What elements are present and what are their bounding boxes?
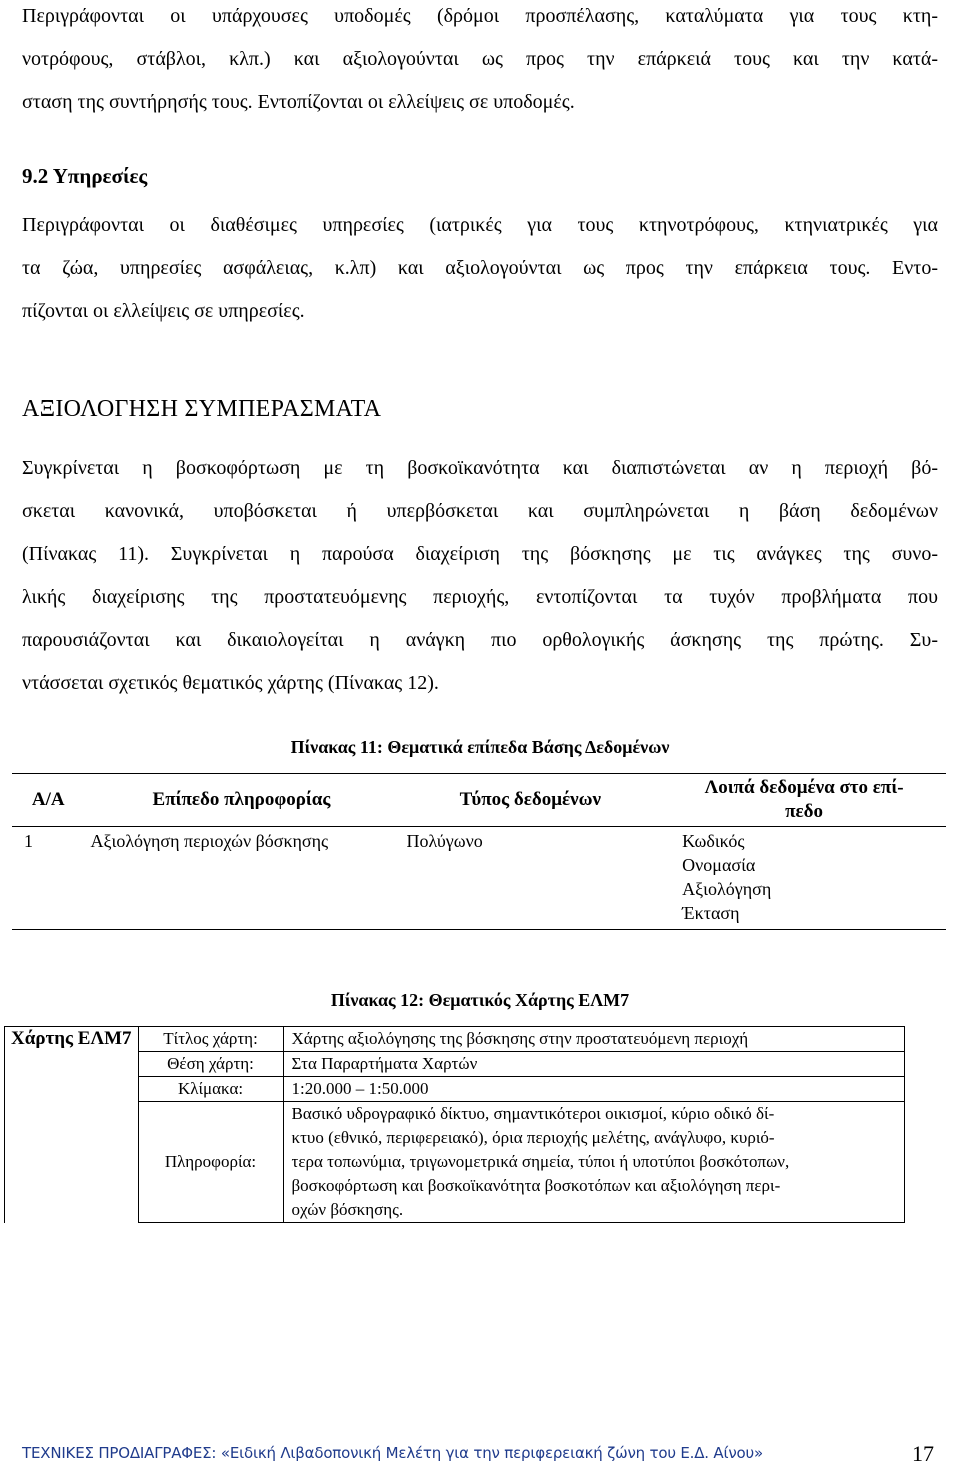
list-item: Αξιολόγηση (682, 879, 772, 899)
services-paragraph (22, 204, 938, 333)
map-label: Χάρτης ΕΛΜ7 (5, 1027, 139, 1223)
table-row (5, 1102, 905, 1223)
text-line: σταση της συντήρησής τους. Εντοπίζονται οι ελλείψεις σε υποδομές. (22, 91, 575, 113)
text-line: παρουσιάζονται και δικαιολογείται η ανάγκη πιο ορθολογικής άσκησης της πρώτης. Συ- (22, 629, 938, 651)
conclusions-heading: ΑΞΙΟΛΟΓΗΣΗ ΣΥΜΠΕΡΑΣΜΑΤΑ (22, 396, 382, 422)
text-line: τα ζώα, υπηρεσίες ασφάλειας, κ.λπ) και αξιολογούνται ως προς την επάρκεια τους. Εντο- (22, 257, 938, 279)
text-line: βοσκοφόρτωση και βοσκοϊκανότητα βοσκοτόπων και αξιολόγηση περι- (291, 1176, 781, 1195)
column-header: Επίπεδο πληροφορίας (84, 774, 398, 827)
page-number: 17 (912, 1441, 934, 1466)
column-header: Τύπος δεδομένων (398, 774, 662, 827)
row-label: Κλίμακα: (138, 1077, 283, 1102)
column-header-line: Λοιπά δεδομένα στο επί- (704, 777, 904, 798)
row-label: Πληροφορία: (138, 1102, 283, 1223)
table11 (12, 773, 946, 930)
table-cell: Αξιολόγηση περιοχών βόσκησης (84, 827, 398, 930)
row-value: 1:20.000 – 1:50.000 (283, 1077, 904, 1102)
table-row (5, 1077, 905, 1102)
table-cell (662, 827, 946, 930)
table-row (5, 1052, 905, 1077)
conclusions-paragraph (22, 447, 938, 705)
text-line: ντάσσεται σχετικός θεματικός χάρτης (Πίνακας 12). (22, 672, 439, 694)
text-line: λικής διαχείρισης της προστατευόμενης περιοχής, εντοπίζονται τα τυχόν προβλήματα που (22, 586, 938, 608)
row-label: Θέση χάρτη: (138, 1052, 283, 1077)
list-item: Ονομασία (682, 855, 756, 875)
text-line: κτυο (εθνικό, περιφερειακό), όρια περιοχής μελέτης, ανάγλυφο, κυριό- (291, 1128, 775, 1147)
row-value: Χάρτης αξιολόγησης της βόσκησης στην προστατευόμενη περιοχή (283, 1027, 904, 1052)
text-line: νοτρόφους, στάβλοι, κλπ.) και αξιολογούνται ως προς την επάρκειά τους και την κατά- (22, 48, 938, 70)
column-header (662, 774, 946, 827)
row-value: Στα Παραρτήματα Χαρτών (283, 1052, 904, 1077)
text-line: τερα τοπωνύμια, τριγωνομετρικά σημεία, τύποι ή υποτύποι βοσκότοπων, (291, 1152, 790, 1171)
intro-paragraph (22, 0, 938, 124)
text-line: Συγκρίνεται η βοσκοφόρτωση με τη βοσκοϊκανότητα και διαπιστώνεται αν η περιοχή βό- (22, 457, 938, 479)
table11-caption: Πίνακας 11: Θεματικά επίπεδα Βάσης Δεδομένων (290, 737, 670, 757)
column-header-line: πεδο (785, 801, 824, 822)
section-heading: 9.2 Υπηρεσίες (22, 164, 148, 188)
text-line: οχών βόσκησης. (291, 1200, 404, 1219)
table-row (12, 827, 946, 930)
text-line: Περιγράφονται οι υπάρχουσες υποδομές (δρόμοι προσπέλασης, καταλύματα για τους κτη- (22, 5, 938, 27)
table-cell: Πολύγωνο (398, 827, 662, 930)
table12 (4, 1026, 905, 1223)
text-line: πίζονται οι ελλείψεις σε υπηρεσίες. (22, 300, 305, 322)
text-line: σκεται κανονικά, υποβόσκεται ή υπερβόσκεται και συμπληρώνεται η βάση δεδομένων (22, 500, 938, 522)
table-row (5, 1027, 905, 1052)
column-header: Α/Α (12, 774, 84, 827)
table12-caption: Πίνακας 12: Θεματικός Χάρτης ΕΛΜ7 (330, 990, 630, 1010)
text-line: Βασικό υδρογραφικό δίκτυο, σημαντικότεροι οικισμοί, κύριο οδικό δί- (291, 1104, 775, 1123)
row-label: Τίτλος χάρτη: (138, 1027, 283, 1052)
text-line: (Πίνακας 11). Συγκρίνεται η παρούσα διαχείριση της βόσκησης με τις ανάγκες της συνο- (22, 543, 938, 565)
list-item: Έκταση (682, 903, 740, 923)
table-cell: 1 (12, 827, 84, 930)
table-header-row (12, 774, 946, 827)
list-item: Κωδικός (682, 831, 745, 851)
page-footer: ΤΕΧΝΙΚΕΣ ΠΡΟΔΙΑΓΡΑΦΕΣ: «Ειδική Λιβαδοπονική Μελέτη για την περιφερειακή ζώνη του Ε.Δ. Αίνου» (22, 1444, 763, 1462)
text-line: Περιγράφονται οι διαθέσιμες υπηρεσίες (ιατρικές για τους κτηνοτρόφους, κτηνιατρικές για (22, 214, 938, 236)
row-value (283, 1102, 904, 1223)
